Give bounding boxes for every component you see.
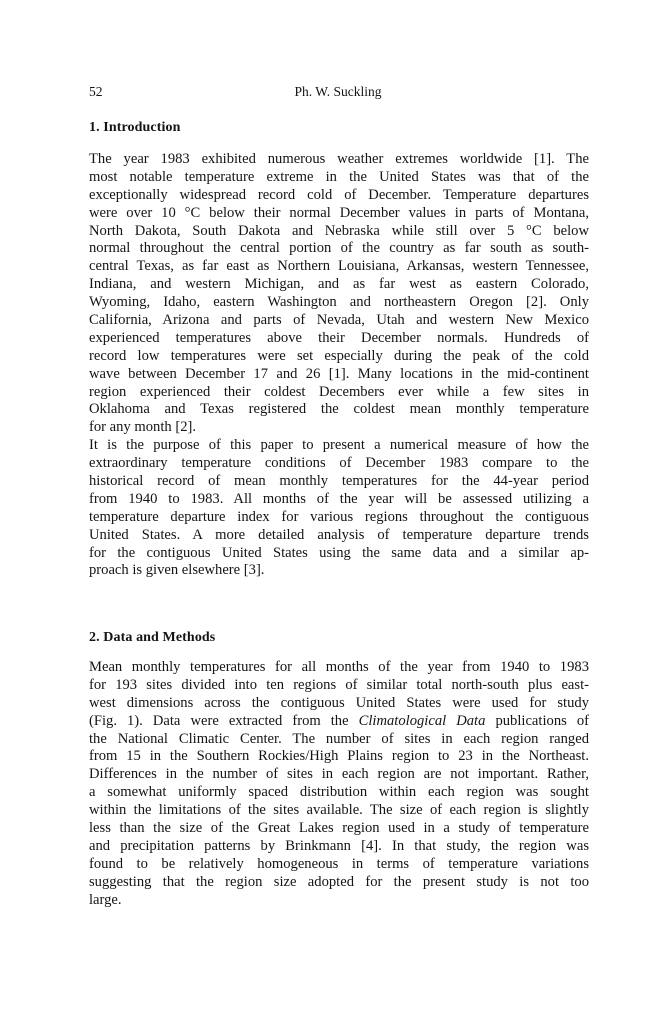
paragraph-line: The year 1983 exhibited numerous weather extremes worldwide [1]. The xyxy=(89,151,589,167)
paragraph-line: California, Arizona and parts of Nevada, Utah and western New Mexico xyxy=(89,312,589,329)
paragraph-line: were over 10 °C below their normal December values in parts of Montana, xyxy=(89,204,589,221)
paragraph-line: within the limitations of the sites available. The size of each region is slightly xyxy=(89,802,589,819)
paragraph-line: Wyoming, Idaho, eastern Washington and northeastern Oregon [2]. Only xyxy=(89,294,589,311)
section-body-introduction xyxy=(89,151,589,580)
publication-title: Climatological Data xyxy=(358,712,486,729)
paragraph-line: from 1940 to 1983. All months of the year will be assessed utilizing a xyxy=(89,490,589,507)
paragraph-line: a somewhat uniformly spaced distribution within each region was sought xyxy=(89,784,589,801)
paragraph-line: experienced temperatures above their December normals. Hundreds of xyxy=(89,329,589,346)
paragraph-line: central Texas, as far east as Northern Louisiana, Arkansas, western Tennessee, xyxy=(89,258,589,275)
paragraph-line: most notable temperature extreme in the United States was that of the xyxy=(89,168,589,185)
text-run: (Fig. 1). Data were extracted from the xyxy=(89,712,359,729)
paragraph-line: It is the purpose of this paper to present a numerical measure of how the xyxy=(89,437,589,454)
paragraph-line: exceptionally widespread record cold of December. Temperature departures xyxy=(89,186,589,203)
section-heading-introduction: 1. Introduction xyxy=(89,120,181,135)
paragraph-line: for the contiguous United States using the same data and a similar ap- xyxy=(89,544,589,561)
paragraph-line: large. xyxy=(89,891,122,908)
paragraph-line: proach is given elsewhere [3]. xyxy=(89,562,265,579)
paragraph-line: region experienced their coldest Decembers ever while a few sites in xyxy=(89,383,589,400)
paragraph-line: the National Climatic Center. The number of sites in each region ranged xyxy=(89,730,589,747)
paragraph-line: Oklahoma and Texas registered the coldest mean monthly temperature xyxy=(89,401,589,418)
paragraph-line: west dimensions across the contiguous United States were used for study xyxy=(89,694,589,711)
paragraph-line: Mean monthly temperatures for all months of the year from 1940 to 1983 xyxy=(89,659,589,675)
section-heading-data-and-methods: 2. Data and Methods xyxy=(89,630,216,645)
paragraph-line: wave between December 17 and 26 [1]. Many locations in the mid-continent xyxy=(89,365,589,382)
paragraph-line: suggesting that the region size adopted for the present study is not too xyxy=(89,873,589,890)
running-head: Ph. W. Suckling xyxy=(294,84,382,99)
paragraph-line: for 193 sites divided into ten regions of similar total north-south plus east- xyxy=(89,676,589,693)
paragraph-line: North Dakota, South Dakota and Nebraska while still over 5 °C below xyxy=(89,222,589,239)
paragraph-line: normal throughout the central portion of the country as far south as south- xyxy=(89,240,589,257)
paragraph-line: temperature departure index for various regions throughout the contiguous xyxy=(89,508,589,525)
paragraph-line: historical record of mean monthly temperatures for the 44-year period xyxy=(89,473,589,490)
paragraph-line: found to be relatively homogeneous in terms of temperature variations xyxy=(89,855,589,872)
paragraph-line: Indiana, and western Michigan, and as far west as eastern Colorado, xyxy=(89,276,589,293)
paragraph-line: less than the size of the Great Lakes region used in a study of temperature xyxy=(89,820,589,837)
page-header xyxy=(89,84,587,104)
paragraph-line: for any month [2]. xyxy=(89,419,196,436)
paragraph-line: record low temperatures were set especially during the peak of the cold xyxy=(89,347,589,364)
paragraph-line: Differences in the number of sites in each region are not important. Rather, xyxy=(89,766,589,783)
paragraph-line: United States. A more detailed analysis of temperature departure trends xyxy=(89,526,589,543)
paragraph-line: extraordinary temperature conditions of December 1983 compare to the xyxy=(89,455,589,472)
paragraph-line: from 15 in the Southern Rockies/High Plains region to 23 in the Northeast. xyxy=(89,748,589,765)
text-run: publications of xyxy=(485,712,589,729)
page-number: 52 xyxy=(89,84,103,99)
paragraph-line: and precipitation patterns by Brinkmann [4]. In that study, the region was xyxy=(89,837,589,854)
section-body-data-and-methods xyxy=(89,659,589,909)
paragraph-line xyxy=(89,713,589,731)
